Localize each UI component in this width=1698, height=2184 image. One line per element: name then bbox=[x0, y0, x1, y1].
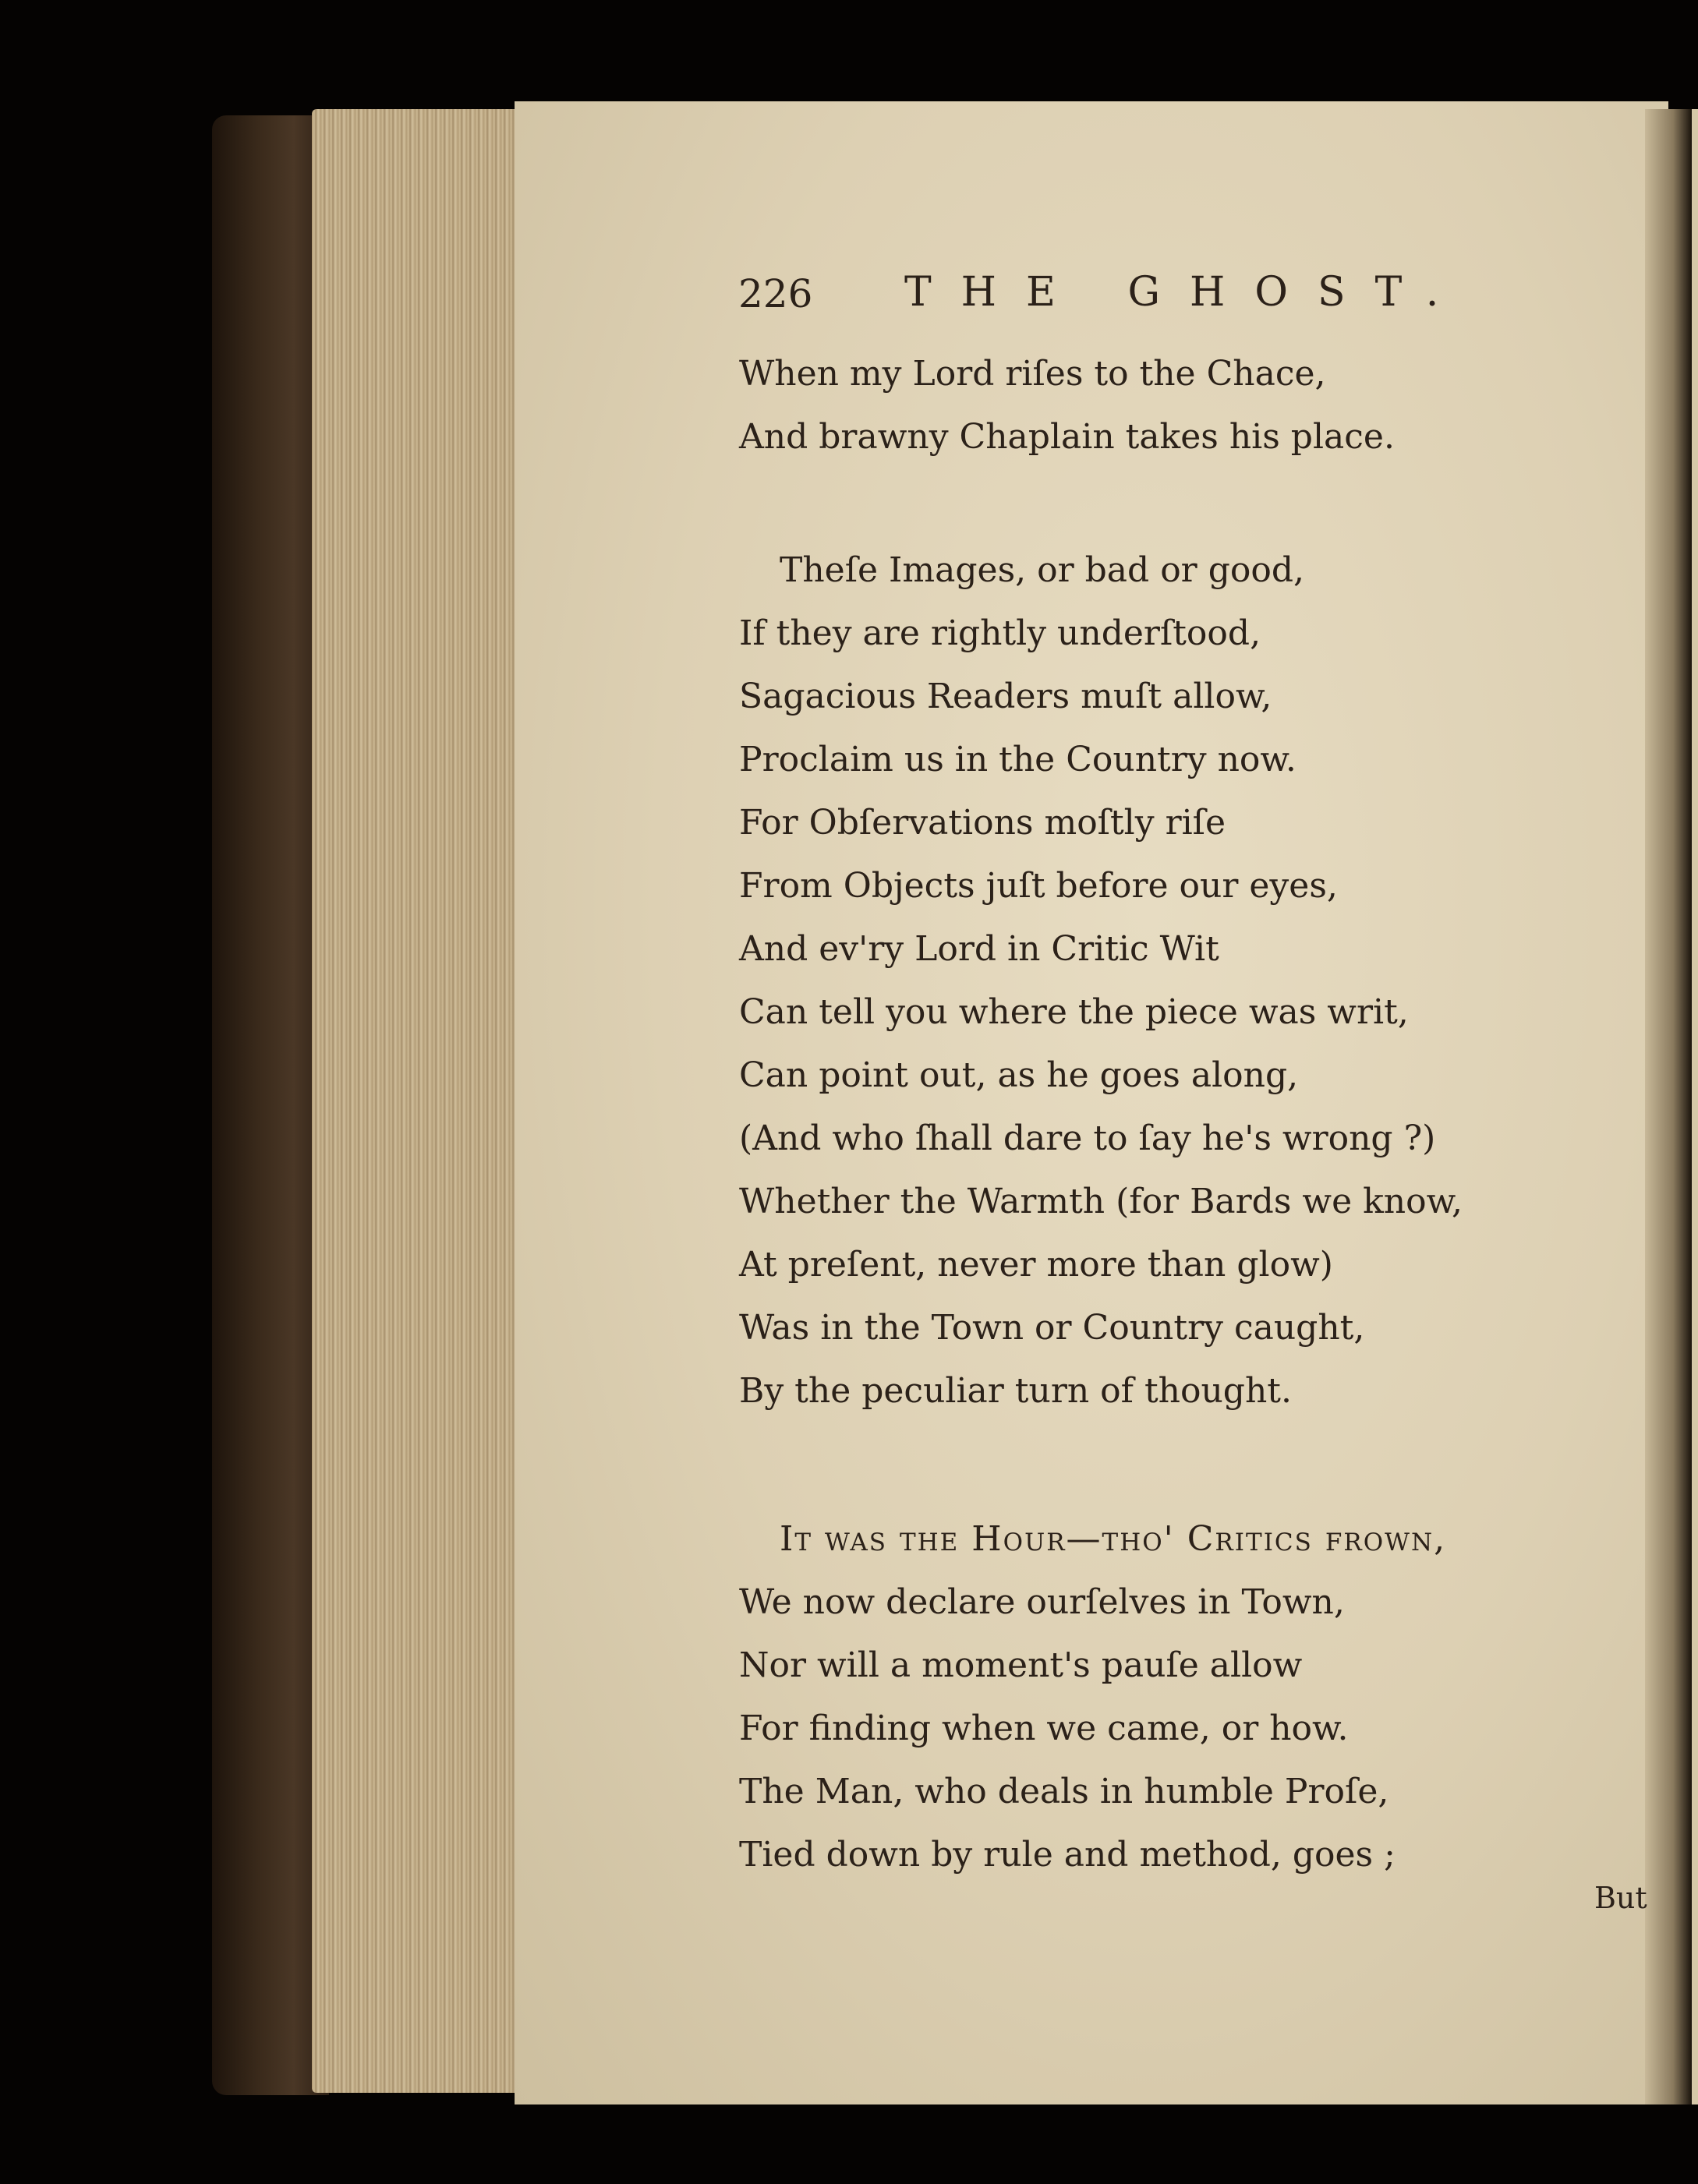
stanza-3 bbox=[739, 1519, 1447, 1901]
verse-line: Was in the Town or Country caught, bbox=[739, 1308, 1365, 1348]
verse-line: We now declare ourſelves in Town, bbox=[739, 1582, 1345, 1622]
stanza-1 bbox=[739, 354, 1395, 483]
verse-line: Proclaim us in the Country now. bbox=[739, 740, 1296, 779]
verse-line: And ev'ry Lord in Critic Wit bbox=[739, 929, 1219, 969]
verse-line: Can point out, as he goes along, bbox=[739, 1055, 1299, 1095]
verse-line: Tied down by rule and method, goes ; bbox=[739, 1835, 1396, 1875]
catchword: But bbox=[1594, 1881, 1647, 1915]
verse-line: And brawny Chaplain takes his place. bbox=[739, 417, 1395, 457]
verse-line: Can tell you where the piece was writ, bbox=[739, 992, 1409, 1032]
verse-line: By the peculiar turn of thought. bbox=[739, 1371, 1292, 1411]
verse-line: From Objects juſt before our eyes, bbox=[739, 866, 1338, 906]
verse-line: If they are rightly underſtood, bbox=[739, 613, 1261, 653]
page-number: 226 bbox=[738, 271, 813, 316]
verse-line: At preſent, never more than glow) bbox=[739, 1245, 1333, 1285]
verse-line: Theſe Images, or bad or good, bbox=[780, 550, 1304, 590]
running-head: THE GHOST. bbox=[904, 269, 1469, 316]
verse-line: Nor will a moment's pauſe allow bbox=[739, 1645, 1303, 1685]
verse-line: For finding when we came, or how. bbox=[739, 1709, 1349, 1748]
stanza-2 bbox=[739, 550, 1463, 1437]
verse-line: Whether the Warmth (for Bards we know, bbox=[739, 1182, 1463, 1221]
page-gutter bbox=[1645, 109, 1692, 2104]
verse-line: (And who ſhall dare to ſay he's wrong ?) bbox=[739, 1119, 1436, 1158]
verse-line: The Man, who deals in humble Proſe, bbox=[739, 1772, 1389, 1811]
verse-line: For Obſervations moſtly riſe bbox=[739, 803, 1226, 843]
verse-line: When my Lord riſes to the Chace, bbox=[739, 354, 1326, 394]
verse-line: Sagacious Readers muſt allow, bbox=[739, 677, 1272, 716]
page-block-edges bbox=[312, 109, 546, 2093]
verse-line: It was the Hour—tho' Critics frown, bbox=[780, 1519, 1447, 1559]
